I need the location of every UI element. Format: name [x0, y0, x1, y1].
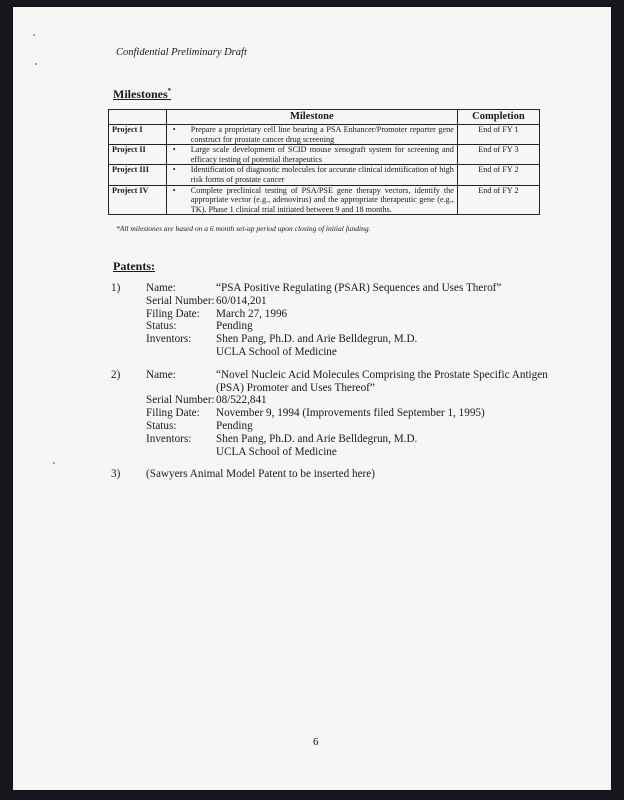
- scan-speck: [35, 63, 37, 65]
- institution: UCLA School of Medicine: [216, 445, 337, 458]
- confidential-note: Confidential Preliminary Draft: [116, 47, 247, 58]
- milestones-heading: Milestones*: [113, 87, 172, 101]
- completion-column-header: Completion: [457, 110, 539, 125]
- inventors: Shen Pang, Ph.D. and Arie Belldegrun, M.D.: [216, 333, 418, 346]
- institution: UCLA School of Medicine: [216, 345, 337, 358]
- filing-date: November 9, 1994 (Improvements filed September 1, 1995): [216, 407, 485, 420]
- table-row: [109, 185, 540, 215]
- completion-cell: End of FY 1: [457, 125, 539, 145]
- completion-cell: End of FY 2: [457, 185, 539, 215]
- project-cell: Project I: [109, 125, 167, 145]
- completion-cell: End of FY 2: [457, 165, 539, 185]
- project-cell: Project IV: [109, 185, 167, 215]
- list-item: [111, 468, 551, 481]
- scan-speck: [33, 34, 35, 36]
- bullet: •: [172, 165, 176, 175]
- patent-name: “PSA Positive Regulating (PSAR) Sequences and Uses Therof”: [216, 282, 502, 294]
- project-cell: Project III: [109, 165, 167, 185]
- project-cell: Project II: [109, 145, 167, 165]
- table-row: [109, 165, 540, 185]
- scan-speck: [53, 462, 55, 464]
- document-page: [13, 7, 611, 790]
- patents-list: [111, 282, 551, 491]
- milestone-description: Large scale development of SCID mouse xenograft system for screening and efficacy testing of potential therapeutics: [190, 145, 454, 164]
- patent-name: “Novel Nucleic Acid Molecules Comprising the Prostate Specific Antigen (PSA) Promoter and Uses Thereof”: [216, 368, 548, 394]
- milestones-table: [108, 109, 540, 215]
- inventors: Shen Pang, Ph.D. and Arie Belldegrun, M.D.: [216, 432, 418, 445]
- patent-status: Pending: [216, 419, 253, 432]
- list-item: 1) Name: “PSA Positive Regulating (PSAR) Sequences and Uses Therof” Serial Number: 60/014,201 Filing Date: March 27, 1996 Status: Pending Inventors: Shen Pang, Ph.D. and Arie Belldegrun, M.D. UCLA School of Medicine: [111, 282, 551, 359]
- list-item: 2) Name: “Novel Nucleic Acid Molecules Comprising the Prostate Specific Antigen (PSA) Promoter and Uses Thereof” Serial Number: 08/522,841 Filing Date: November 9, 1994 (Improvements filed September 1, 1995) Status: Pending Inventors: Shen Pang, Ph.D. and Arie Belldegrun, M.D. UCLA School of Medicine: [111, 369, 551, 459]
- item-number: 1): [111, 282, 121, 294]
- serial-number: 60/014,201: [216, 294, 267, 307]
- completion-cell: End of FY 3: [457, 145, 539, 165]
- milestone-description: Identification of diagnostic molecules for accurate clinical identification of high risk forms of prostate cancer: [190, 165, 454, 184]
- item-number: 3): [111, 468, 121, 481]
- milestones-footnote: *All milestones are based on a 6 month set-up period upon closing of initial funding.: [116, 224, 371, 233]
- table-row: [109, 145, 540, 165]
- milestone-description: Complete preclinical testing of PSA/PSE gene therapy vectors, identify the appropriate vector (e.g., adenovirus) and the appropriate therapeutic gene (e.g., TK). Phase 1 clinical trial initiated between 9 and 18 months.: [190, 185, 454, 214]
- serial-number: 08/522,841: [216, 394, 267, 407]
- milestone-description: Prepare a proprietary cell line bearing a PSA Enhancer/Promoter reporter gene construct for prostate cancer drug screening: [190, 125, 454, 144]
- filing-date: March 27, 1996: [216, 307, 288, 320]
- patents-heading: Patents:: [113, 259, 155, 273]
- placeholder-text: (Sawyers Animal Model Patent to be inserted here): [146, 468, 375, 481]
- bullet: •: [172, 185, 176, 195]
- patent-status: Pending: [216, 320, 253, 333]
- bullet: •: [172, 145, 176, 155]
- milestone-column-header: Milestone: [166, 110, 457, 125]
- bullet: •: [172, 125, 176, 134]
- table-row: [109, 125, 540, 145]
- page-number: 6: [313, 736, 319, 748]
- item-number: 2): [111, 368, 121, 381]
- table-header-row: [109, 110, 540, 125]
